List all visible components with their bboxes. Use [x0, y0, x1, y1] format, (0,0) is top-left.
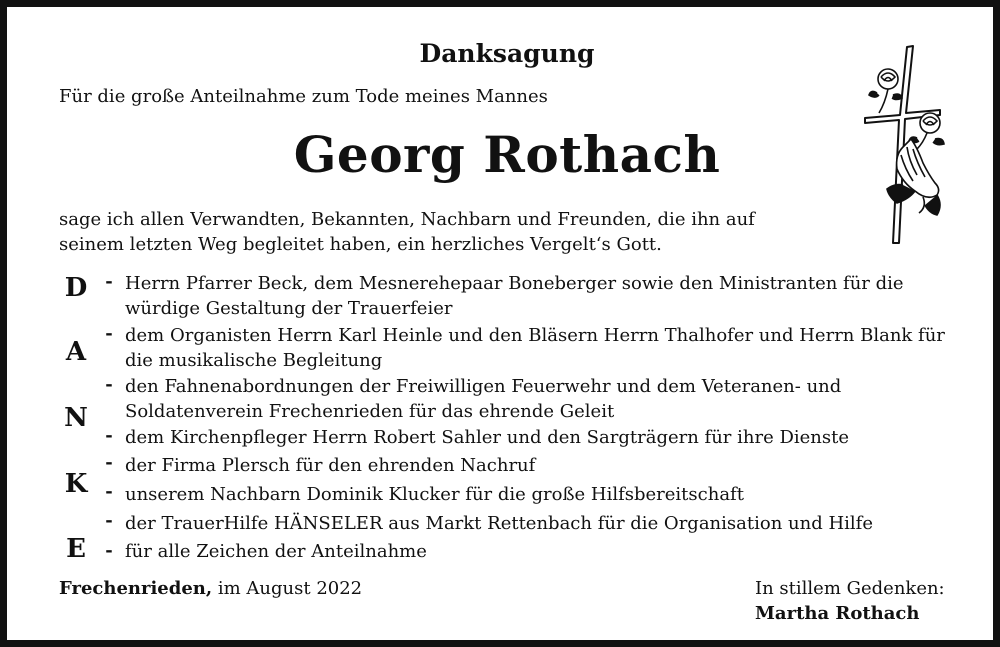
memorial-label: In stillem Gedenken:: [755, 578, 945, 599]
list-item: dem Kirchenpfleger Herrn Robert Sahler und den Sargträgern für ihre Dienste: [125, 427, 849, 448]
deceased-name: Georg Rothach: [293, 125, 721, 184]
acrostic-letter-a: A: [65, 337, 87, 367]
mourner-name: Martha Rothach: [755, 603, 920, 624]
date-text: im August 2022: [212, 578, 363, 599]
list-item: unserem Nachbarn Dominik Klucker für die große Hilfsbereitschaft: [125, 484, 744, 505]
place-name: Frechenrieden,: [59, 578, 213, 599]
list-item: den Fahnenabordnungen der Freiwilligen Feuerwehr und dem Veteranen- und Soldatenverein Frechenrieden für das ehrende Geleit: [125, 376, 842, 422]
place-and-date: [59, 578, 362, 599]
list-item: der TrauerHilfe HÄNSELER aus Markt Rettenbach für die Organisation und Hilfe: [125, 513, 873, 534]
item-dash: -: [105, 452, 113, 473]
thanks-text-line-1: sage ich allen Verwandten, Bekannten, Nachbarn und Freunden, die ihn auf: [59, 209, 755, 230]
acrostic-letter-k: K: [64, 469, 88, 499]
acrostic-letter-d: D: [64, 273, 88, 303]
notice-title: Danksagung: [419, 39, 595, 68]
item-dash: -: [105, 271, 113, 292]
list-item: Herrn Pfarrer Beck, dem Mesnerehepaar Boneberger sowie den Ministranten für die würdige Gestaltung der Trauerfeier: [125, 273, 904, 319]
item-dash: -: [105, 374, 113, 395]
list-item: der Firma Plersch für den ehrenden Nachruf: [125, 455, 536, 476]
list-item: dem Organisten Herrn Karl Heinle und den Bläsern Herrn Thalhofer und Herrn Blank für die musikalische Begleitung: [125, 325, 945, 371]
item-dash: -: [105, 323, 113, 344]
item-dash: -: [105, 540, 113, 561]
item-dash: -: [105, 481, 113, 502]
item-dash: -: [105, 425, 113, 446]
item-dash: -: [105, 510, 113, 531]
list-item: für alle Zeichen der Anteilnahme: [125, 541, 427, 562]
cross-with-roses-and-praying-hands-icon: [857, 43, 952, 253]
acrostic-letter-n: N: [64, 403, 88, 433]
intro-text: Für die große Anteilnahme zum Tode meines Mannes: [59, 86, 548, 107]
thanks-text-line-2: seinem letzten Weg begleitet haben, ein herzliches Vergelt‘s Gott.: [59, 234, 662, 255]
acrostic-letter-e: E: [66, 534, 86, 564]
